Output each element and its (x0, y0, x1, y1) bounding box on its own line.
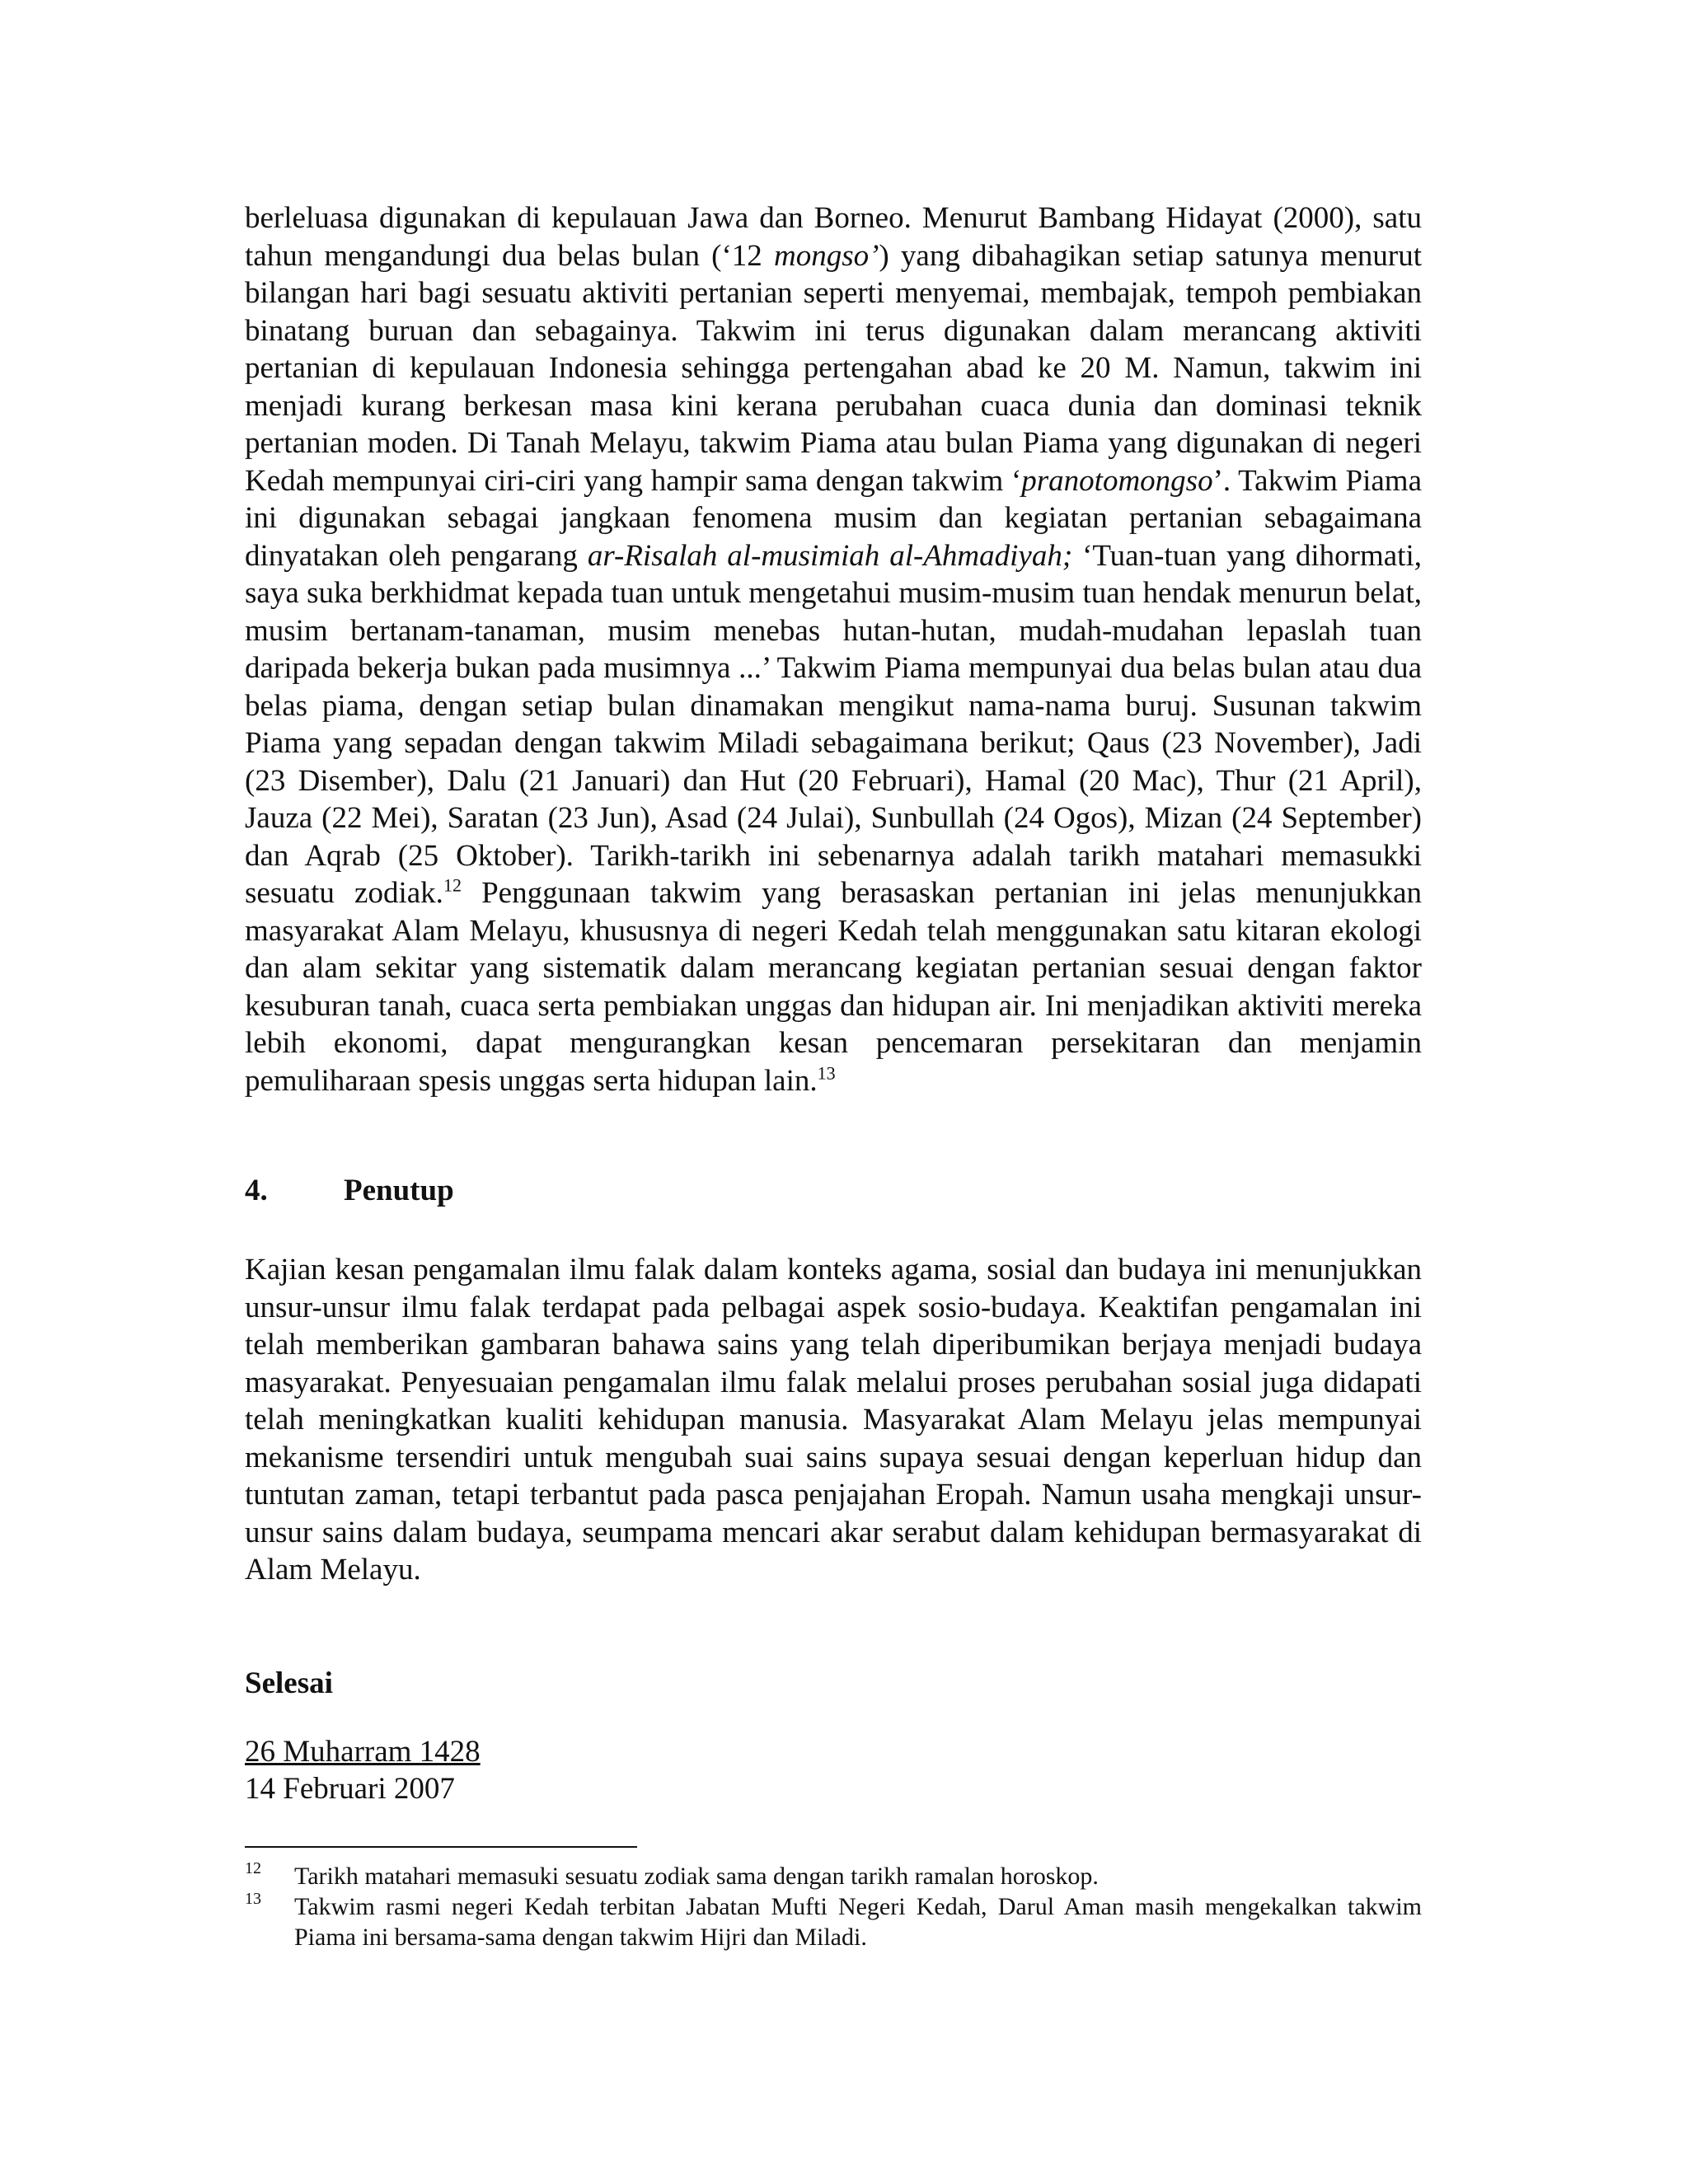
closing-label: Selesai (245, 1666, 333, 1700)
footnote-text: Tarikh matahari memasuki sesuatu zodiak sama dengan tarikh ramalan horoskop. (294, 1863, 1099, 1890)
gregorian-date: 14 Februari 2007 (245, 1772, 455, 1806)
footnote-reference: 12 (443, 874, 462, 896)
footnote-number: 13 (245, 1890, 261, 1908)
paragraph-text: ‘Tuan-tuan yang dihormati, saya suka berkhidmat kepada tuan untuk mengetahui musim-musim tuan hendak menurun belat, musim bertanam-tanaman, musim menebas hutan-hutan, mudah-mudahan lepaslah tuan daripada bekerja bukan pada musimnya ...’ Takwim Piama mempunyai dua belas bulan atau dua belas piama, dengan setiap bulan dinamakan mengikut nama-nama buruj. Susunan takwim Piama yang sepadan dengan takwim Miladi sebagaimana berikut; Qaus (23 November), Jadi (23 Disember), Dalu (21 Januari) dan Hut (20 Februari), Hamal (20 Mac), Thur (21 April), Jauza (22 Mei), Saratan (23 Jun), Asad (24 Julai), Sunbullah (24 Ogos), Mizan (24 September) dan Aqrab (25 Oktober). Tarikh-tarikh ini sebenarnya adalah tarikh matahari memasukki sesuatu zodiak. (245, 538, 1422, 910)
footnote-number: 12 (245, 1859, 261, 1877)
conclusion-paragraph: Kajian kesan pengamalan ilmu falak dalam konteks agama, sosial dan budaya ini menunjukkan unsur-unsur ilmu falak terdapat pada pelbagai aspek sosio-budaya. Keaktifan pengamalan ini telah memberikan gambaran bahawa sains yang telah diperibumikan berjaya menjadi budaya masyarakat. Penyesuaian pengamalan ilmu falak melalui proses perubahan sosial juga didapati telah meningkatkan kualiti kehidupan manusia. Masyarakat Alam Melayu jelas mempunyai mekanisme tersendiri untuk mengubah suai sains supaya sesuai dengan keperluan hidup dan tuntutan zaman, tetapi terbantut pada pasca penjajahan Eropah. Namun usaha mengkaji unsur-unsur sains dalam budaya, seumpama mencari akar serabut dalam kehidupan bermasyarakat di Alam Melayu. (245, 1253, 1422, 1586)
section-heading (245, 1172, 454, 1209)
body-paragraph (245, 199, 1422, 1099)
footnote-text: Takwim rasmi negeri Kedah terbitan Jabatan Mufti Negeri Kedah, Darul Aman masih mengekalkan takwim Piama ini bersama-sama dengan takwim Hijri dan Miladi. (294, 1893, 1422, 1951)
hijri-date: 26 Muharram 1428 (245, 1735, 481, 1769)
italic-book-title: ar-Risalah al-musimiah al-Ahmadiyah; (587, 538, 1073, 573)
paragraph-text: ’. Takwim Piama ini digunakan sebagai jangkaan fenomena musim dan kegiatan pertanian sebagaimana dinyatakan oleh pengarang (245, 463, 1422, 573)
section-title: Penutup (344, 1174, 454, 1207)
paragraph-text: Penggunaan takwim yang berasaskan pertanian ini jelas menunjukkan masyarakat Alam Melayu, khususnya di negeri Kedah telah menggunakan satu kitaran ekologi dan alam sekitar yang sistematik dalam merancang kegiatan pertanian sesuai dengan faktor kesuburan tanah, cuaca serta pembiakan unggas dan hidupan air. Ini menjadikan aktiviti mereka lebih ekonomi, dapat mengurangkan kesan pencemaran persekitaran dan menjamin pemuliharaan spesis unggas serta hidupan lain. (245, 876, 1422, 1098)
paragraph-text: ) yang dibahagikan setiap satunya menurut bilangan hari bagi sesuatu aktiviti pertanian seperti menyemai, membajak, tempoh pembiakan binatang buruan dan sebagainya. Takwim ini terus digunakan dalam merancang aktiviti pertanian di kepulauan Indonesia sehingga pertengahan abad ke 20 M. Namun, takwim ini menjadi kurang berkesan masa kini kerana perubahan cuaca dunia dan dominasi teknik pertanian moden. Di Tanah Melayu, takwim Piama atau bulan Piama yang digunakan di negeri Kedah mempunyai ciri-ciri yang hampir sama dengan takwim ‘ (245, 238, 1423, 498)
footnote-separator (245, 1846, 637, 1848)
italic-term: mongso’ (773, 238, 879, 273)
footnote (245, 1861, 1422, 1891)
paragraph-text: berleluasa digunakan di kepulauan Jawa dan Borneo. Menurut Bambang Hidayat (2000), satu tahun mengandungi dua belas bulan (‘12 (245, 201, 1422, 273)
section-number: 4. (245, 1174, 268, 1207)
italic-term: pranotomongso (1021, 463, 1213, 498)
footnote-reference: 13 (817, 1062, 836, 1084)
footnote (245, 1891, 1422, 1952)
